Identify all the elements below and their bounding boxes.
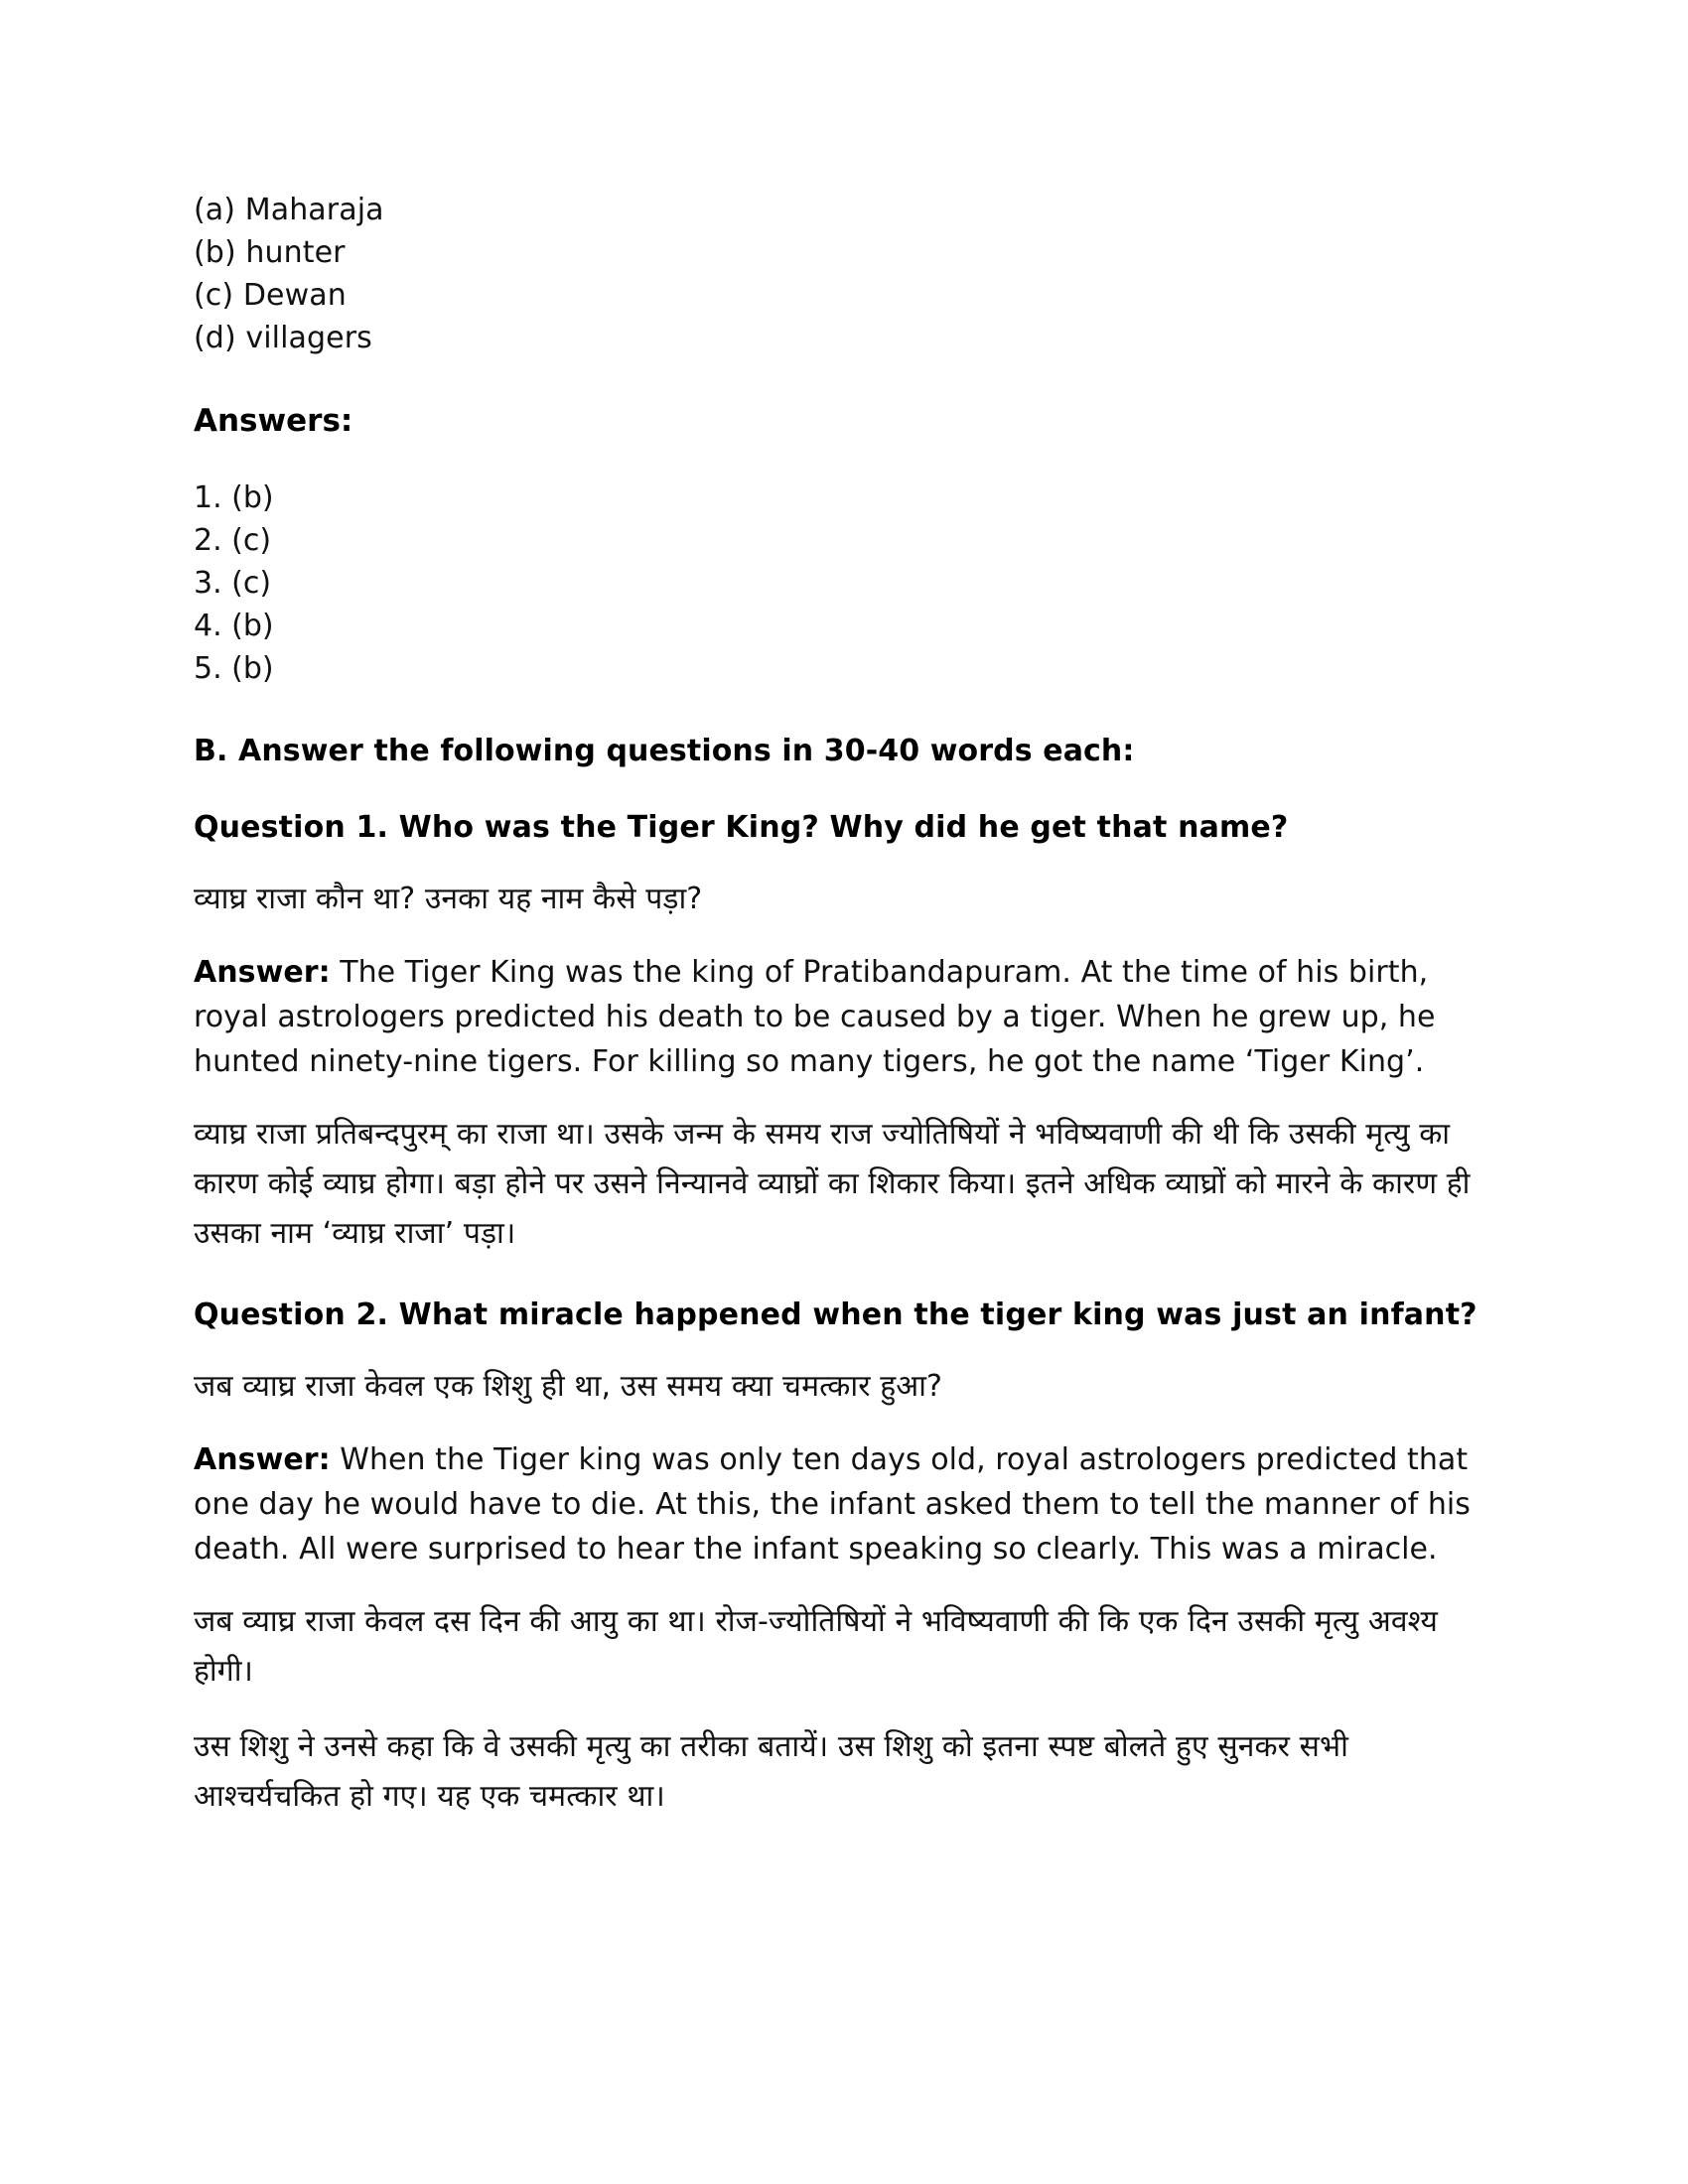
question-2-hindi-answer-part1: जब व्याघ्र राजा केवल दस दिन की आयु का था। रोज-ज्योतिषियों ने भविष्यवाणी की कि एक दिन उसकी मृत्यु अवश्य होगी।: [194, 1604, 1438, 1689]
spacer: [194, 1571, 1484, 1597]
question-1-answer: [194, 950, 1484, 1084]
spacer: [194, 1259, 1484, 1295]
spacer: [194, 924, 1484, 950]
spacer: [194, 1336, 1484, 1362]
answer-label: Answer:: [194, 1442, 331, 1477]
question-2-hindi: जब व्याघ्र राजा केवल एक शिशु ही था, उस समय क्या चमत्कार हुआ?: [194, 1369, 943, 1404]
question-1-hindi-answer: व्याघ्र राजा प्रतिबन्दपुरम् का राजा था। उसके जन्म के समय राज ज्योतिषियों ने भविष्यवाणी की थी कि उसकी मृत्यु का कारण कोई व्याघ्र होगा। बड़ा होने पर उसने निन्यानवे व्याघ्रों का शिकार किया। इतने अधिक व्याघ्रों को मारने के कारण ही उसका नाम ‘व्याघ्र राजा’ पड़ा।: [194, 1117, 1471, 1251]
spacer: [194, 690, 1484, 732]
answer-label: Answer:: [194, 955, 331, 990]
question-1-hindi: व्याघ्र राजा कौन था? उनका यह नाम कैसे पड़ा?: [194, 882, 703, 916]
answer-key-item: 3. (c): [194, 566, 272, 601]
answer-key-item: 5. (b): [194, 651, 274, 686]
answer-key-item: 1. (b): [194, 480, 274, 515]
mcq-options-list: [194, 189, 1484, 359]
spacer: [194, 771, 1484, 807]
option-item: (c) Dewan: [194, 278, 347, 313]
answers-heading: Answers:: [194, 403, 353, 439]
question-2-heading: Question 2. What miracle happened when the tiger king was just an infant?: [194, 1297, 1477, 1332]
answer-key-list: [194, 477, 1484, 690]
spacer: [194, 1084, 1484, 1110]
answer-body: The Tiger King was the king of Pratibandapuram. At the time of his birth, royal astrologers predicted his death to be caused by a tiger. When he grew up, he hunted ninety-nine tigers. For killing so many tigers, he got the name ‘Tiger King’.: [194, 955, 1436, 1079]
spacer: [194, 359, 1484, 401]
spacer: [194, 1697, 1484, 1722]
question-2-hindi-answer-part2: उस शिशु ने उनसे कहा कि वे उसकी मृत्यु का तरीका बतायें। उस शिशु को इतना स्पष्ट बोलते हुए सुनकर सभी आश्चर्यचकित हो गए। यह एक चमत्कार था।: [194, 1729, 1348, 1814]
spacer: [194, 849, 1484, 875]
question-1-heading: Question 1. Who was the Tiger King? Why did he get that name?: [194, 810, 1289, 845]
spacer: [194, 1412, 1484, 1437]
option-item: (a) Maharaja: [194, 193, 384, 227]
answer-key-item: 2. (c): [194, 523, 272, 558]
section-b-heading: B. Answer the following questions in 30-40 words each:: [194, 734, 1135, 768]
spacer: [194, 441, 1484, 477]
document-content: [194, 189, 1484, 1822]
answer-key-item: 4. (b): [194, 609, 274, 643]
answer-body: When the Tiger king was only ten days old, royal astrologers predicted that one day he would have to die. At this, the infant asked them to tell the manner of his death. All were surprised to hear the infant speaking so clearly. This was a miracle.: [194, 1442, 1471, 1567]
option-item: (b) hunter: [194, 235, 346, 270]
question-2-answer: [194, 1437, 1484, 1571]
option-item: (d) villagers: [194, 321, 372, 355]
